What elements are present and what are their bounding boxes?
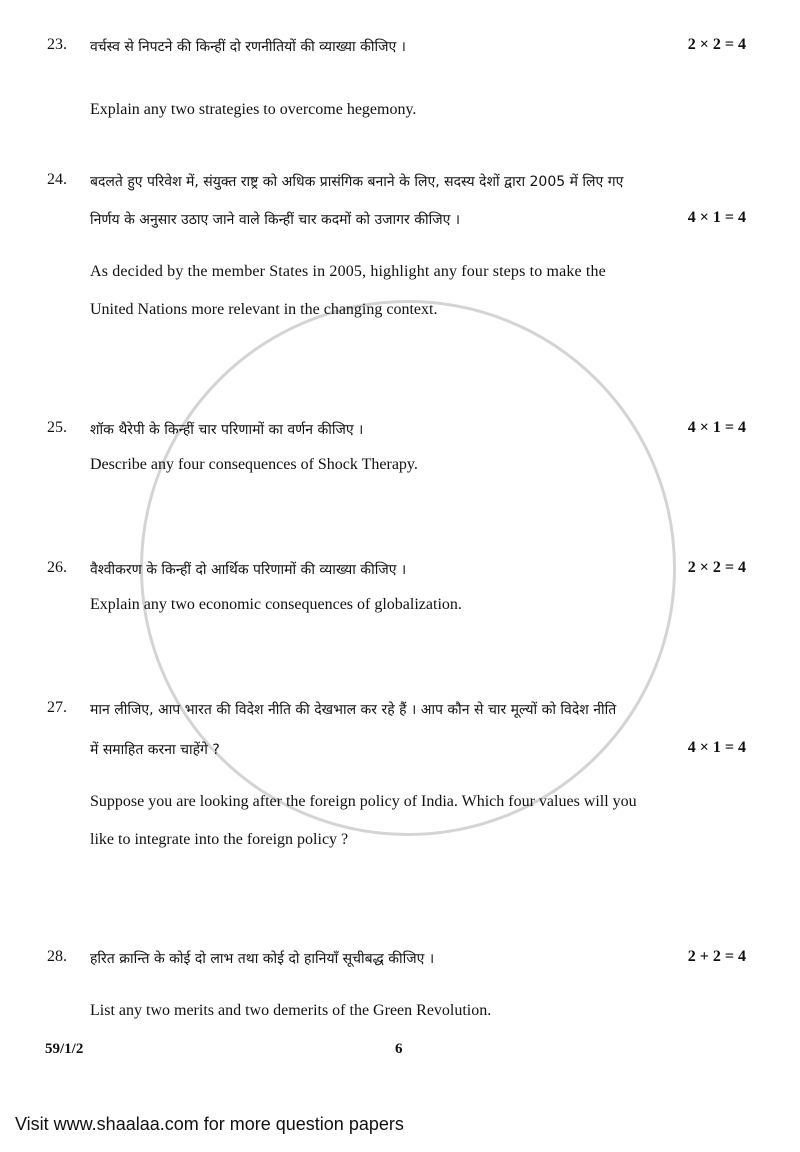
question-hindi: वैश्वीकरण के किन्हीं दो आर्थिक परिणामों की व्याख्या कीजिए । [90,562,407,578]
question-marks: 4 × 1 = 4 [687,209,746,226]
question-english: United Nations more relevant in the changing context. [90,301,438,318]
question-english: Explain any two strategies to overcome hegemony. [90,101,417,118]
question-marks: 4 × 1 = 4 [687,739,746,756]
question-english: Describe any four consequences of Shock Therapy. [90,456,418,473]
question-hindi: हरित क्रान्ति के कोई दो लाभ तथा कोई दो हानियाँ सूचीबद्ध कीजिए । [90,951,435,967]
question-english: Suppose you are looking after the foreign policy of India. Which four values will you [90,793,637,810]
question-number: 26. [47,559,67,576]
paper-code: 59/1/2 [45,1041,84,1057]
question-english: Explain any two economic consequences of globalization. [90,596,462,613]
visit-banner-link[interactable]: Visit www.shaalaa.com for more question papers [15,1114,404,1134]
question-hindi: बदलते हुए परिवेश में, संयुक्त राष्ट्र को अधिक प्रासंगिक बनाने के लिए, सदस्य देशों द्वारा 2005 में लिए गए [90,174,624,190]
question-marks: 2 × 2 = 4 [687,559,746,576]
question-number: 28. [47,948,67,965]
question-english: like to integrate into the foreign policy ? [90,831,349,848]
question-english: As decided by the member States in 2005, highlight any four steps to make the [90,263,606,280]
page-number: 6 [395,1041,403,1057]
question-hindi: शॉक थैरेपी के किन्हीं चार परिणामों का वर्णन कीजिए । [90,422,364,438]
question-marks: 4 × 1 = 4 [687,419,746,436]
question-english: List any two merits and two demerits of the Green Revolution. [90,1002,492,1019]
question-marks: 2 + 2 = 4 [687,948,746,965]
question-number: 23. [47,36,67,53]
question-number: 25. [47,419,67,436]
question-marks: 2 × 2 = 4 [687,36,746,53]
question-hindi: में समाहित करना चाहेंगे ? [90,742,220,758]
question-hindi: निर्णय के अनुसार उठाए जाने वाले किन्हीं चार कदमों को उजागर कीजिए । [90,212,461,228]
question-hindi: मान लीजिए, आप भारत की विदेश नीति की देखभाल कर रहे हैं । आप कौन से चार मूल्यों को विदेश नीति [90,702,617,718]
question-hindi: वर्चस्व से निपटने की किन्हीं दो रणनीतियों की व्याख्या कीजिए । [90,39,406,55]
question-number: 27. [47,699,67,716]
question-number: 24. [47,171,67,188]
